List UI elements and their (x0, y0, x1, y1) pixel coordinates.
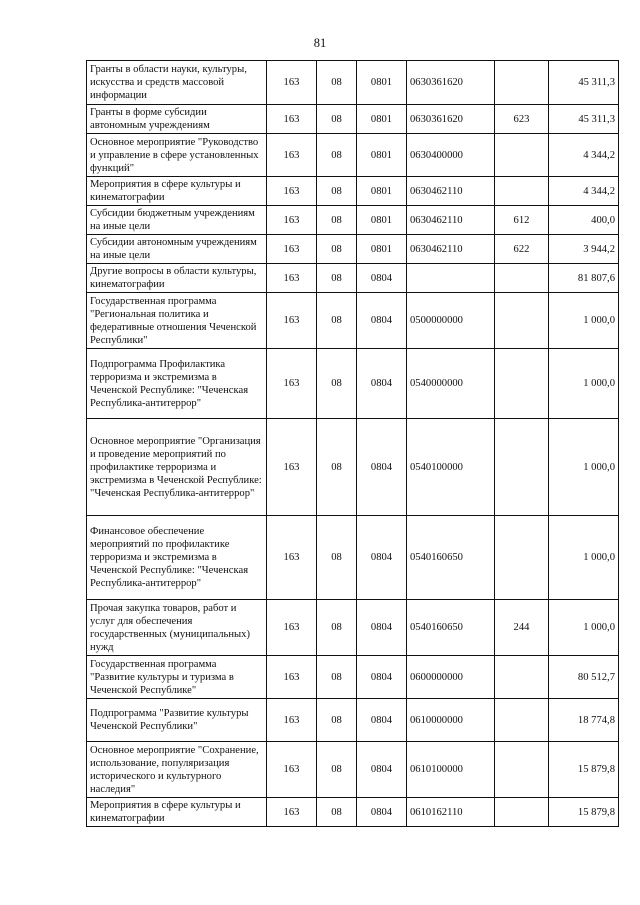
row-amount: 1 000,0 (549, 293, 619, 349)
row-section-code: 08 (317, 134, 357, 177)
row-expense-code (495, 293, 549, 349)
table-row (87, 656, 619, 699)
row-target-code: 0540160650 (407, 516, 495, 600)
row-section-code: 08 (317, 349, 357, 419)
row-name: Основное мероприятие "Сохранение, использование, популяризация исторического и культурного наследия" (87, 742, 267, 798)
row-subsection-code: 0804 (357, 742, 407, 798)
row-amount: 80 512,7 (549, 656, 619, 699)
row-ministry-code: 163 (267, 516, 317, 600)
table-row (87, 742, 619, 798)
row-expense-code (495, 798, 549, 827)
row-target-code (407, 264, 495, 293)
row-target-code: 0630462110 (407, 235, 495, 264)
row-subsection-code: 0804 (357, 699, 407, 742)
row-amount: 15 879,8 (549, 798, 619, 827)
row-subsection-code: 0801 (357, 177, 407, 206)
row-section-code: 08 (317, 656, 357, 699)
row-section-code: 08 (317, 61, 357, 105)
row-name: Мероприятия в сфере культуры и кинематографии (87, 177, 267, 206)
table-row (87, 105, 619, 134)
row-subsection-code: 0804 (357, 419, 407, 516)
row-section-code: 08 (317, 600, 357, 656)
row-ministry-code: 163 (267, 177, 317, 206)
row-target-code: 0610100000 (407, 742, 495, 798)
row-subsection-code: 0801 (357, 206, 407, 235)
row-expense-code (495, 61, 549, 105)
row-name: Основное мероприятие "Организация и проведение мероприятий по профилактике терроризма и экстремизма в Чеченской Республике: "Чеченская Республика-антитеррор" (87, 419, 267, 516)
row-name: Гранты в области науки, культуры, искусства и средств массовой информации (87, 61, 267, 105)
row-amount: 1 000,0 (549, 516, 619, 600)
row-expense-code: 612 (495, 206, 549, 235)
row-expense-code (495, 742, 549, 798)
row-amount: 1 000,0 (549, 600, 619, 656)
row-name: Прочая закупка товаров, работ и услуг для обеспечения государственных (муниципальных) нужд (87, 600, 267, 656)
row-section-code: 08 (317, 742, 357, 798)
row-target-code: 0630361620 (407, 105, 495, 134)
row-target-code: 0540100000 (407, 419, 495, 516)
row-ministry-code: 163 (267, 798, 317, 827)
row-amount: 4 344,2 (549, 177, 619, 206)
row-ministry-code: 163 (267, 105, 317, 134)
row-amount: 45 311,3 (549, 61, 619, 105)
row-ministry-code: 163 (267, 293, 317, 349)
row-ministry-code: 163 (267, 349, 317, 419)
row-section-code: 08 (317, 419, 357, 516)
table-body (87, 61, 619, 827)
row-expense-code (495, 656, 549, 699)
row-subsection-code: 0801 (357, 61, 407, 105)
table-row (87, 177, 619, 206)
page-number: 81 (313, 36, 327, 50)
row-target-code: 0630361620 (407, 61, 495, 105)
row-ministry-code: 163 (267, 699, 317, 742)
row-name: Гранты в форме субсидии автономным учреждениям (87, 105, 267, 134)
row-section-code: 08 (317, 105, 357, 134)
row-expense-code (495, 349, 549, 419)
table-row (87, 349, 619, 419)
row-amount: 3 944,2 (549, 235, 619, 264)
row-expense-code (495, 419, 549, 516)
row-name: Государственная программа "Региональная политика и федеративные отношения Чеченской Республики" (87, 293, 267, 349)
row-target-code: 0630462110 (407, 206, 495, 235)
table-row (87, 699, 619, 742)
table-row (87, 235, 619, 264)
row-expense-code: 244 (495, 600, 549, 656)
row-target-code: 0540000000 (407, 349, 495, 419)
table-row (87, 798, 619, 827)
row-subsection-code: 0804 (357, 600, 407, 656)
table-row (87, 134, 619, 177)
row-expense-code (495, 264, 549, 293)
row-section-code: 08 (317, 235, 357, 264)
row-subsection-code: 0804 (357, 656, 407, 699)
row-ministry-code: 163 (267, 600, 317, 656)
row-amount: 45 311,3 (549, 105, 619, 134)
row-ministry-code: 163 (267, 206, 317, 235)
row-ministry-code: 163 (267, 134, 317, 177)
row-name: Мероприятия в сфере культуры и кинематографии (87, 798, 267, 827)
row-subsection-code: 0801 (357, 134, 407, 177)
row-section-code: 08 (317, 699, 357, 742)
row-section-code: 08 (317, 798, 357, 827)
row-section-code: 08 (317, 516, 357, 600)
row-ministry-code: 163 (267, 61, 317, 105)
row-subsection-code: 0804 (357, 516, 407, 600)
row-subsection-code: 0804 (357, 798, 407, 827)
row-amount: 1 000,0 (549, 419, 619, 516)
row-section-code: 08 (317, 264, 357, 293)
table-row (87, 293, 619, 349)
row-name: Подпрограмма Профилактика терроризма и экстремизма в Чеченской Республике: "Чеченская Республика-антитеррор" (87, 349, 267, 419)
row-subsection-code: 0801 (357, 105, 407, 134)
row-amount: 15 879,8 (549, 742, 619, 798)
row-name: Другие вопросы в области культуры, кинематографии (87, 264, 267, 293)
row-ministry-code: 163 (267, 419, 317, 516)
row-subsection-code: 0804 (357, 264, 407, 293)
table-row (87, 516, 619, 600)
table-row (87, 264, 619, 293)
row-target-code: 0630400000 (407, 134, 495, 177)
row-section-code: 08 (317, 293, 357, 349)
row-target-code: 0610162110 (407, 798, 495, 827)
row-amount: 1 000,0 (549, 349, 619, 419)
row-name: Государственная программа "Развитие культуры и туризма в Чеченской Республике" (87, 656, 267, 699)
row-expense-code (495, 516, 549, 600)
row-target-code: 0630462110 (407, 177, 495, 206)
row-expense-code: 622 (495, 235, 549, 264)
row-name: Основное мероприятие "Руководство и управление в сфере установленных функций" (87, 134, 267, 177)
row-expense-code: 623 (495, 105, 549, 134)
row-target-code: 0540160650 (407, 600, 495, 656)
table-row (87, 61, 619, 105)
row-subsection-code: 0804 (357, 349, 407, 419)
row-ministry-code: 163 (267, 264, 317, 293)
row-amount: 400,0 (549, 206, 619, 235)
row-expense-code (495, 699, 549, 742)
row-target-code: 0600000000 (407, 656, 495, 699)
row-section-code: 08 (317, 177, 357, 206)
row-expense-code (495, 177, 549, 206)
table-row (87, 600, 619, 656)
row-subsection-code: 0801 (357, 235, 407, 264)
row-amount: 18 774,8 (549, 699, 619, 742)
row-target-code: 0610000000 (407, 699, 495, 742)
row-section-code: 08 (317, 206, 357, 235)
budget-table (86, 60, 619, 827)
row-expense-code (495, 134, 549, 177)
row-subsection-code: 0804 (357, 293, 407, 349)
row-ministry-code: 163 (267, 742, 317, 798)
row-name: Субсидии автономным учреждениям на иные цели (87, 235, 267, 264)
row-target-code: 0500000000 (407, 293, 495, 349)
row-amount: 4 344,2 (549, 134, 619, 177)
row-ministry-code: 163 (267, 235, 317, 264)
row-amount: 81 807,6 (549, 264, 619, 293)
table-row (87, 419, 619, 516)
row-name: Подпрограмма "Развитие культуры Чеченской Республики" (87, 699, 267, 742)
row-name: Финансовое обеспечение мероприятий по профилактике терроризма и экстремизма в Чеченской Республике: "Чеченская Республика-антитеррор" (87, 516, 267, 600)
row-name: Субсидии бюджетным учреждениям на иные цели (87, 206, 267, 235)
table-row (87, 206, 619, 235)
row-ministry-code: 163 (267, 656, 317, 699)
